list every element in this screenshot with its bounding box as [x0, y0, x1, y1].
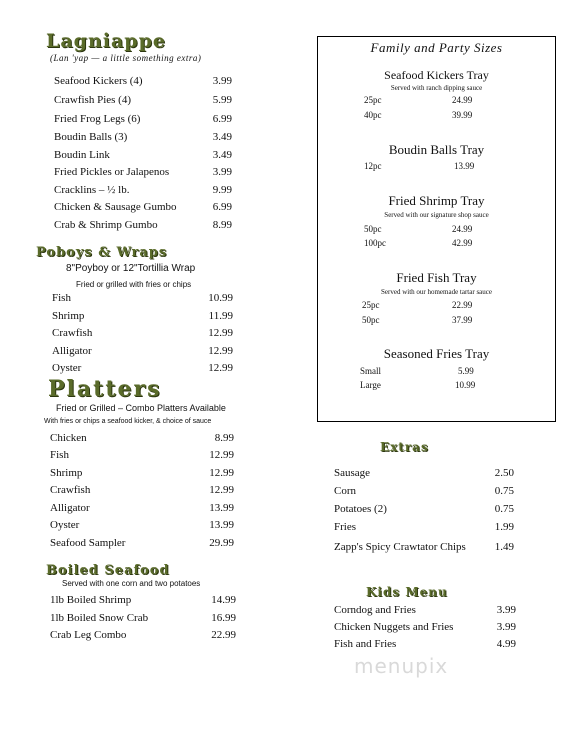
list-item-price: 10.99: [208, 292, 233, 304]
list-item-name: Cracklins – ½ lb.: [54, 184, 130, 196]
list-item-name: Fried Frog Legs (6): [54, 113, 141, 125]
list-item-name: Fish: [52, 292, 71, 304]
list-item-name: Chicken & Sausage Gumbo: [54, 201, 177, 213]
list-item-name: Crawfish: [50, 484, 91, 496]
list-item-name: Chicken: [50, 432, 87, 444]
list-item-name: Zapp's Spicy Crawtator Chips: [334, 541, 466, 553]
tray-title: Fried Fish Tray: [396, 270, 477, 285]
list-item-name: Crab & Shrimp Gumbo: [54, 219, 158, 231]
tray-price: 5.99: [458, 366, 474, 376]
list-item-price: 12.99: [208, 327, 233, 339]
list-item-price: 13.99: [209, 502, 234, 514]
list-item-price: 6.99: [212, 201, 232, 213]
list-item-price: 3.99: [496, 621, 516, 633]
list-item-price: 12.99: [208, 362, 233, 374]
list-item-name: Chicken Nuggets and Fries: [334, 621, 454, 633]
kids-heading: Kids Menu: [366, 585, 448, 599]
tray-note: Served with our signature shop sauce: [384, 211, 489, 219]
list-item-name: Oyster: [50, 519, 80, 531]
list-item-price: 22.99: [211, 629, 236, 641]
list-item-name: Shrimp: [52, 310, 85, 322]
list-item-name: Crab Leg Combo: [50, 629, 127, 641]
tray-size: 25pc: [364, 95, 382, 105]
list-item-name: 1lb Boiled Shrimp: [50, 594, 132, 606]
list-item-price: 3.99: [496, 604, 516, 616]
list-item-price: 12.99: [208, 345, 233, 357]
family-sizes-heading: Family and Party Sizes: [370, 40, 503, 55]
tray-note: Served with our homemade tartar sauce: [381, 288, 492, 296]
list-item-name: Fish and Fries: [334, 638, 397, 650]
list-item-price: 16.99: [211, 612, 236, 624]
family-sizes-box: [317, 36, 556, 422]
tray-size: 50pc: [364, 224, 382, 234]
list-item-price: 3.49: [212, 149, 232, 161]
platters-heading: Platters: [48, 376, 162, 402]
list-item-name: Boudin Link: [54, 149, 110, 161]
tray-size: 100pc: [364, 238, 386, 248]
tray-title: Seafood Kickers Tray: [384, 68, 489, 82]
tray-price: 39.99: [452, 110, 473, 120]
list-item-price: 2.50: [494, 467, 514, 479]
tray-price: 42.99: [452, 238, 473, 248]
tray-title: Boudin Balls Tray: [388, 142, 485, 157]
list-item-name: Fish: [50, 449, 69, 461]
list-item-name: Boudin Balls (3): [54, 131, 128, 143]
tray-price: 24.99: [452, 95, 473, 105]
list-item-price: 8.99: [214, 432, 234, 444]
lagniappe-heading: Lagniappe: [46, 30, 166, 52]
list-item-name: Fried Pickles or Jalapenos: [54, 166, 170, 178]
tray-size: 12pc: [364, 161, 382, 171]
tray-title: Fried Shrimp Tray: [388, 193, 485, 208]
list-item-price: 1.49: [494, 541, 514, 553]
list-item-name: Alligator: [50, 502, 90, 514]
tray-price: 22.99: [452, 300, 473, 310]
list-item-name: Seafood Sampler: [50, 537, 126, 549]
list-item-name: 1lb Boiled Snow Crab: [50, 612, 149, 624]
tray-size: 25pc: [362, 300, 380, 310]
poboys-subtitle: 8"Poyboy or 12"Tortillia Wrap: [66, 263, 196, 274]
list-item-price: 9.99: [212, 184, 232, 196]
list-item-name: Sausage: [334, 467, 371, 479]
list-item-name: Alligator: [52, 345, 92, 357]
tray-size: Large: [360, 380, 381, 390]
tray-size: 40pc: [364, 110, 382, 120]
poboys-note: Fried or grilled with fries or chips: [76, 280, 192, 289]
list-item-price: 3.99: [212, 75, 232, 87]
list-item-price: 1.99: [494, 521, 514, 533]
lagniappe-subtitle: (Lan 'yap — a little something extra): [50, 53, 202, 63]
tray-price: 13.99: [454, 161, 475, 171]
boiled-subtitle: Served with one corn and two potatoes: [62, 579, 201, 588]
tray-title: Seasoned Fries Tray: [383, 346, 490, 361]
list-item-name: Corndog and Fries: [334, 604, 416, 616]
list-item-price: 12.99: [209, 484, 234, 496]
tray-price: 37.99: [452, 315, 473, 325]
list-item-name: Fries: [334, 521, 356, 533]
list-item-price: 0.75: [494, 503, 514, 515]
tray-price: 24.99: [452, 224, 473, 234]
list-item-name: Potatoes (2): [334, 503, 387, 515]
list-item-price: 3.49: [212, 131, 232, 143]
list-item-price: 8.99: [212, 219, 232, 231]
list-item-price: 13.99: [209, 519, 234, 531]
list-item-price: 6.99: [212, 113, 232, 125]
list-item-name: Corn: [334, 485, 356, 497]
list-item-price: 14.99: [211, 594, 236, 606]
list-item-price: 11.99: [208, 310, 233, 322]
list-item-name: Oyster: [52, 362, 82, 374]
watermark: menupix: [354, 654, 449, 678]
extras-heading: Extras: [380, 440, 429, 454]
tray-price: 10.99: [455, 380, 476, 390]
list-item-price: 29.99: [209, 537, 234, 549]
list-item-price: 12.99: [209, 467, 234, 479]
platters-note: With fries or chips a seafood kicker, & choice of sauce: [44, 418, 212, 425]
list-item-price: 0.75: [494, 485, 514, 497]
list-item-price: 3.99: [212, 166, 232, 178]
list-item-name: Seafood Kickers (4): [54, 75, 143, 87]
list-item-price: 12.99: [209, 449, 234, 461]
tray-note: Served with ranch dipping sauce: [390, 84, 483, 92]
platters-subtitle: Fried or Grilled – Combo Platters Available: [56, 403, 226, 413]
list-item-name: Crawfish Pies (4): [54, 94, 131, 106]
boiled-heading: Boiled Seafood: [46, 563, 170, 578]
list-item-price: 5.99: [212, 94, 232, 106]
poboys-heading: Poboys & Wraps: [36, 245, 168, 260]
tray-size: 50pc: [362, 315, 380, 325]
list-item-price: 4.99: [496, 638, 516, 650]
list-item-name: Shrimp: [50, 467, 83, 479]
list-item-name: Crawfish: [52, 327, 93, 339]
tray-size: Small: [360, 366, 382, 376]
